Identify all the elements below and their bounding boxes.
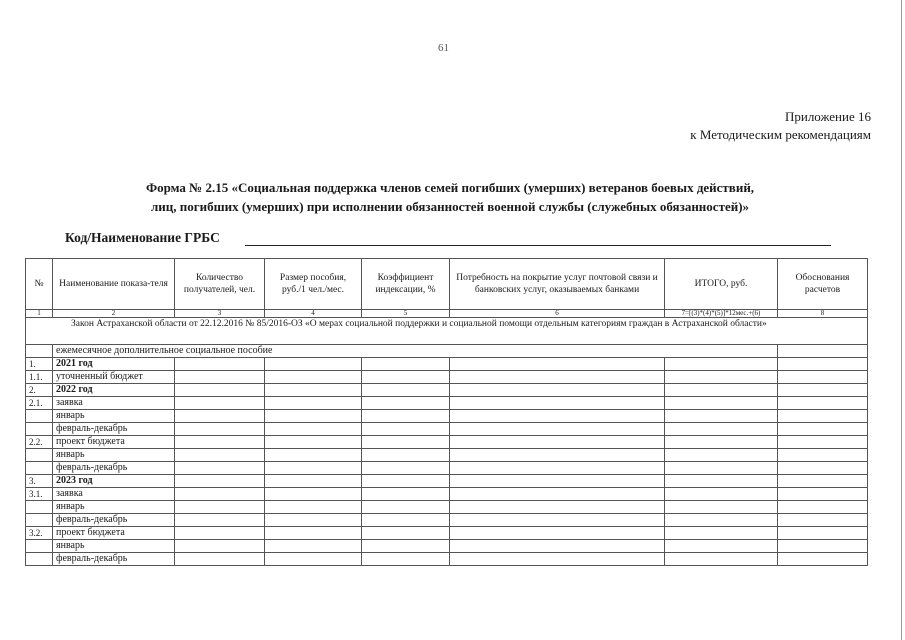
header-cell: Количество получателей, чел. <box>175 259 265 310</box>
row-number: 2. <box>26 384 53 397</box>
value-cell[interactable] <box>265 540 362 553</box>
value-cell[interactable] <box>175 527 265 540</box>
value-cell[interactable] <box>265 423 362 436</box>
value-cell[interactable] <box>362 423 450 436</box>
table-row <box>26 540 868 553</box>
header-cell: Размер пособия, руб./1 чел./мес. <box>265 259 362 310</box>
row-number: 3.2. <box>26 527 53 540</box>
value-cell[interactable] <box>265 488 362 501</box>
form-title-line-1: Форма № 2.15 «Социальная поддержка членов семей погибших (умерших) ветеранов боевых действий, <box>145 180 755 195</box>
column-index-row <box>26 310 868 318</box>
appendix-block <box>690 108 871 144</box>
value-cell[interactable] <box>450 527 665 540</box>
value-cell[interactable] <box>265 371 362 384</box>
value-cell[interactable] <box>665 553 778 566</box>
value-cell[interactable] <box>450 501 665 514</box>
value-cell[interactable] <box>175 371 265 384</box>
value-cell[interactable] <box>778 462 868 475</box>
value-cell[interactable] <box>175 358 265 371</box>
value-cell[interactable] <box>450 462 665 475</box>
value-cell[interactable] <box>778 423 868 436</box>
row-number: 2.1. <box>26 397 53 410</box>
value-cell[interactable] <box>665 371 778 384</box>
table-row <box>26 436 868 449</box>
value-cell[interactable] <box>665 449 778 462</box>
index-cell: 4 <box>265 310 362 318</box>
value-cell[interactable] <box>362 475 450 488</box>
index-cell: 2 <box>53 310 175 318</box>
value-cell[interactable] <box>362 462 450 475</box>
value-cell[interactable] <box>665 540 778 553</box>
table-row <box>26 423 868 436</box>
value-cell[interactable] <box>450 371 665 384</box>
value-cell[interactable] <box>450 540 665 553</box>
row-label: уточненный бюджет <box>53 371 175 384</box>
value-cell[interactable] <box>265 358 362 371</box>
value-cell[interactable] <box>362 358 450 371</box>
value-cell[interactable] <box>778 397 868 410</box>
row-label: заявка <box>53 488 175 501</box>
index-cell: 6 <box>450 310 665 318</box>
value-cell[interactable] <box>175 540 265 553</box>
value-cell[interactable] <box>450 410 665 423</box>
value-cell[interactable] <box>265 475 362 488</box>
header-cell: Обоснования расчетов <box>778 259 868 310</box>
header-row <box>26 259 868 310</box>
value-cell[interactable] <box>265 553 362 566</box>
benefit-text: ежемесячное дополнительное социальное пособие <box>53 345 778 358</box>
row-label: 2021 год <box>53 358 175 371</box>
value-cell[interactable] <box>362 514 450 527</box>
table-row <box>26 501 868 514</box>
header-cell: Наименование показа-теля <box>53 259 175 310</box>
value-cell[interactable] <box>665 527 778 540</box>
value-cell[interactable] <box>175 436 265 449</box>
law-row <box>26 318 868 345</box>
grbs-fill-line <box>245 245 831 246</box>
value-cell[interactable] <box>175 449 265 462</box>
row-label: 2022 год <box>53 384 175 397</box>
value-cell[interactable] <box>450 475 665 488</box>
row-number <box>26 553 53 566</box>
value-cell[interactable] <box>450 488 665 501</box>
row-label: проект бюджета <box>53 436 175 449</box>
value-cell[interactable] <box>665 423 778 436</box>
table-row <box>26 488 868 501</box>
value-cell[interactable] <box>665 397 778 410</box>
value-cell[interactable] <box>175 384 265 397</box>
value-cell[interactable] <box>362 501 450 514</box>
value-cell[interactable] <box>362 397 450 410</box>
page-number: 61 <box>438 42 449 54</box>
value-cell[interactable] <box>778 540 868 553</box>
value-cell[interactable] <box>175 488 265 501</box>
row-label: февраль-декабрь <box>53 423 175 436</box>
value-cell[interactable] <box>265 527 362 540</box>
value-cell[interactable] <box>362 371 450 384</box>
value-cell[interactable] <box>265 449 362 462</box>
row-label: февраль-декабрь <box>53 553 175 566</box>
value-cell[interactable] <box>778 449 868 462</box>
value-cell[interactable] <box>665 514 778 527</box>
value-cell[interactable] <box>778 527 868 540</box>
value-cell[interactable] <box>778 501 868 514</box>
value-cell[interactable] <box>665 410 778 423</box>
index-cell: 7=[(3)*(4)*(5)]*12мес.+(6) <box>665 310 778 318</box>
empty-cell <box>778 345 868 358</box>
value-cell[interactable] <box>778 475 868 488</box>
value-cell[interactable] <box>362 488 450 501</box>
value-cell[interactable] <box>362 553 450 566</box>
row-number <box>26 540 53 553</box>
value-cell[interactable] <box>450 436 665 449</box>
row-number: 3.1. <box>26 488 53 501</box>
row-label: февраль-декабрь <box>53 462 175 475</box>
row-number <box>26 462 53 475</box>
value-cell[interactable] <box>778 436 868 449</box>
value-cell[interactable] <box>265 462 362 475</box>
value-cell[interactable] <box>362 410 450 423</box>
table-row <box>26 358 868 371</box>
row-number: 1.1. <box>26 371 53 384</box>
value-cell[interactable] <box>665 488 778 501</box>
value-cell[interactable] <box>175 553 265 566</box>
value-cell[interactable] <box>265 514 362 527</box>
table-row <box>26 397 868 410</box>
law-text: Закон Астраханской области от 22.12.2016 № 85/2016-ОЗ «О мерах социальной поддержки и социальной помощи отдельным категориям граждан в Астраханской области» <box>26 318 868 345</box>
row-number <box>26 410 53 423</box>
row-label: февраль-декабрь <box>53 514 175 527</box>
value-cell[interactable] <box>362 449 450 462</box>
header-cell: ИТОГО, руб. <box>665 259 778 310</box>
value-cell[interactable] <box>665 501 778 514</box>
form-table <box>25 258 868 566</box>
row-number <box>26 514 53 527</box>
table-row <box>26 462 868 475</box>
value-cell[interactable] <box>778 384 868 397</box>
index-cell: 8 <box>778 310 868 318</box>
value-cell[interactable] <box>665 462 778 475</box>
value-cell[interactable] <box>265 397 362 410</box>
value-cell[interactable] <box>665 436 778 449</box>
value-cell[interactable] <box>450 514 665 527</box>
row-label: 2023 год <box>53 475 175 488</box>
row-label: январь <box>53 501 175 514</box>
row-label: январь <box>53 449 175 462</box>
value-cell[interactable] <box>665 475 778 488</box>
table-row <box>26 410 868 423</box>
value-cell[interactable] <box>175 514 265 527</box>
value-cell[interactable] <box>778 410 868 423</box>
row-number: 2.2. <box>26 436 53 449</box>
row-label: заявка <box>53 397 175 410</box>
table-row <box>26 384 868 397</box>
value-cell[interactable] <box>265 501 362 514</box>
value-cell[interactable] <box>450 358 665 371</box>
value-cell[interactable] <box>450 384 665 397</box>
value-cell[interactable] <box>175 501 265 514</box>
table-row <box>26 449 868 462</box>
value-cell[interactable] <box>450 553 665 566</box>
appendix-line-1: Приложение 16 <box>784 109 871 124</box>
value-cell[interactable] <box>175 423 265 436</box>
value-cell[interactable] <box>362 540 450 553</box>
table-row <box>26 371 868 384</box>
empty-cell <box>26 345 53 358</box>
index-cell: 1 <box>26 310 53 318</box>
row-label: январь <box>53 410 175 423</box>
index-cell: 5 <box>362 310 450 318</box>
header-cell: № <box>26 259 53 310</box>
value-cell[interactable] <box>778 358 868 371</box>
value-cell[interactable] <box>362 436 450 449</box>
value-cell[interactable] <box>265 410 362 423</box>
value-cell[interactable] <box>778 514 868 527</box>
row-number <box>26 423 53 436</box>
value-cell[interactable] <box>362 527 450 540</box>
value-cell[interactable] <box>665 358 778 371</box>
value-cell[interactable] <box>450 423 665 436</box>
row-number <box>26 449 53 462</box>
row-number <box>26 501 53 514</box>
value-cell[interactable] <box>778 371 868 384</box>
value-cell[interactable] <box>778 488 868 501</box>
header-cell: Потребность на покрытие услуг почтовой связи и банковских услуг, оказываемых банками <box>450 259 665 310</box>
value-cell[interactable] <box>175 397 265 410</box>
value-cell[interactable] <box>450 449 665 462</box>
form-title-line-2: лиц, погибших (умерших) при исполнении обязанностей военной службы (служебных обязанностей)» <box>150 199 750 214</box>
page-edge <box>901 0 902 640</box>
index-cell: 3 <box>175 310 265 318</box>
benefit-row <box>26 345 868 358</box>
value-cell[interactable] <box>265 436 362 449</box>
value-cell[interactable] <box>778 553 868 566</box>
value-cell[interactable] <box>665 384 778 397</box>
table-row <box>26 475 868 488</box>
value-cell[interactable] <box>450 397 665 410</box>
table-row <box>26 514 868 527</box>
form-title <box>40 178 860 216</box>
value-cell[interactable] <box>362 384 450 397</box>
table-row <box>26 527 868 540</box>
grbs-label: Код/Наименование ГРБС <box>65 230 220 245</box>
value-cell[interactable] <box>175 410 265 423</box>
value-cell[interactable] <box>265 384 362 397</box>
row-label: проект бюджета <box>53 527 175 540</box>
row-number: 1. <box>26 358 53 371</box>
header-cell: Коэффициент индексации, % <box>362 259 450 310</box>
value-cell[interactable] <box>175 475 265 488</box>
appendix-line-2: к Методическим рекомендациям <box>690 127 871 142</box>
value-cell[interactable] <box>175 462 265 475</box>
table-row <box>26 553 868 566</box>
row-label: январь <box>53 540 175 553</box>
row-number: 3. <box>26 475 53 488</box>
